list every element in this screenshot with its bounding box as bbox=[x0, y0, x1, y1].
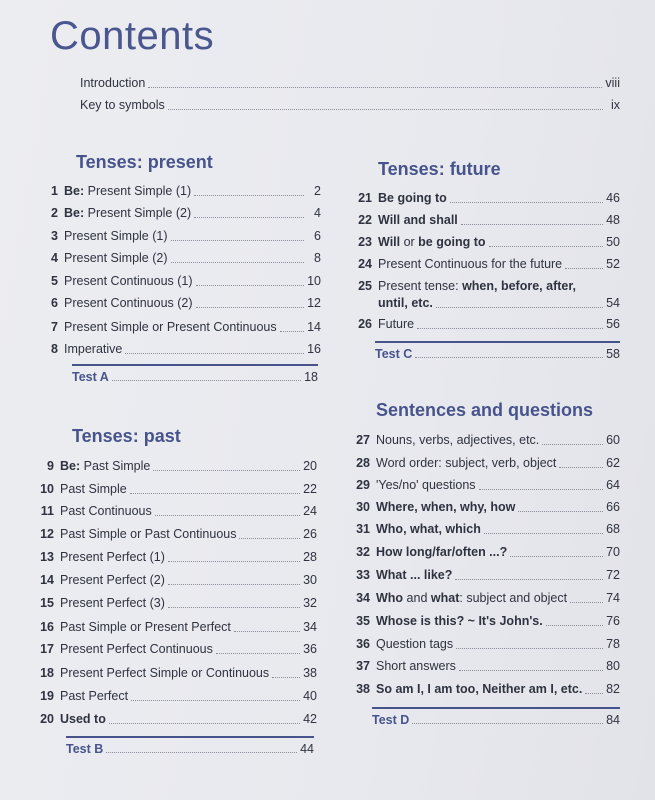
unit-title bbox=[376, 614, 543, 629]
unit-title-text: and bbox=[403, 591, 431, 605]
section-heading: Tenses: future bbox=[378, 159, 501, 179]
unit-title-bold: until, etc. bbox=[378, 296, 433, 310]
unit-title-text: Future bbox=[378, 317, 415, 331]
dot-leader bbox=[130, 493, 300, 494]
front-matter-label: Key to symbols bbox=[80, 98, 165, 112]
dot-leader bbox=[234, 631, 300, 632]
toc-entry[interactable] bbox=[350, 235, 620, 250]
unit-number: 27 bbox=[356, 433, 370, 447]
dot-leader bbox=[489, 246, 603, 247]
unit-title bbox=[64, 342, 122, 357]
toc-entry[interactable] bbox=[32, 666, 317, 681]
toc-entry[interactable] bbox=[32, 712, 317, 727]
unit-number: 29 bbox=[356, 478, 370, 492]
page-number: 66 bbox=[606, 500, 620, 514]
toc-entry[interactable] bbox=[348, 682, 620, 697]
front-matter-item[interactable] bbox=[80, 98, 620, 113]
unit-title-text: Present Perfect (3) bbox=[60, 596, 165, 610]
unit-number: 13 bbox=[40, 550, 54, 564]
dot-leader bbox=[168, 561, 300, 562]
dot-leader bbox=[112, 380, 301, 381]
page-number: 74 bbox=[606, 591, 620, 605]
toc-entry[interactable] bbox=[36, 296, 321, 311]
unit-title bbox=[60, 689, 128, 704]
unit-number: 8 bbox=[51, 342, 58, 356]
dot-leader bbox=[585, 693, 603, 694]
dot-leader bbox=[417, 328, 603, 329]
unit-title bbox=[60, 596, 165, 611]
unit-title-text: : subject and object bbox=[459, 591, 568, 605]
page-number: 60 bbox=[606, 433, 620, 447]
toc-entry[interactable] bbox=[348, 456, 620, 471]
unit-title-bold: what bbox=[430, 591, 460, 605]
dot-leader bbox=[280, 331, 304, 332]
unit-title-bold: be going to bbox=[418, 235, 486, 249]
dot-leader bbox=[168, 607, 300, 608]
toc-entry[interactable] bbox=[32, 596, 317, 611]
unit-title-text: Present Simple (2) bbox=[64, 251, 168, 265]
dot-leader bbox=[456, 648, 603, 649]
page-number: 80 bbox=[606, 659, 620, 673]
unit-title bbox=[378, 213, 458, 228]
unit-title bbox=[378, 235, 486, 250]
dot-leader bbox=[131, 700, 300, 701]
page-number: 28 bbox=[303, 550, 317, 564]
unit-title bbox=[64, 206, 191, 221]
unit-number: 25 bbox=[358, 279, 372, 293]
unit-title-bold: Be: bbox=[64, 206, 85, 220]
unit-title-text: Present Continuous (2) bbox=[64, 296, 193, 310]
page-number: ix bbox=[610, 98, 620, 112]
page-number: 38 bbox=[303, 666, 317, 680]
page-number: viii bbox=[605, 76, 620, 90]
toc-entry[interactable] bbox=[350, 279, 620, 294]
unit-title-text: Present Perfect (2) bbox=[60, 573, 165, 587]
unit-title-bold: Used to bbox=[60, 712, 106, 726]
dot-leader bbox=[459, 670, 603, 671]
page-number: 54 bbox=[606, 296, 620, 310]
unit-number: 10 bbox=[40, 482, 54, 496]
toc-entry[interactable] bbox=[348, 591, 620, 606]
page-number: 76 bbox=[606, 614, 620, 628]
page-number: 48 bbox=[606, 213, 620, 227]
dot-leader bbox=[461, 224, 603, 225]
unit-title bbox=[60, 620, 231, 635]
unit-title-text: Question tags bbox=[376, 637, 454, 651]
page-number: 56 bbox=[606, 317, 620, 331]
unit-number: 9 bbox=[47, 459, 54, 473]
toc-entry-continuation[interactable] bbox=[350, 296, 620, 311]
unit-number: 3 bbox=[51, 229, 58, 243]
page-number: 64 bbox=[606, 478, 620, 492]
test-label: Test D bbox=[372, 713, 410, 727]
unit-title-bold: Whose is this? ~ It's John's. bbox=[376, 614, 543, 628]
unit-number: 11 bbox=[40, 504, 54, 518]
dot-leader bbox=[436, 307, 603, 308]
unit-title-text: or bbox=[400, 235, 419, 249]
page-number: 70 bbox=[606, 545, 620, 559]
dot-leader bbox=[148, 87, 602, 88]
dot-leader bbox=[412, 723, 603, 724]
unit-title bbox=[60, 459, 150, 474]
dot-leader bbox=[155, 515, 300, 516]
page-number: 40 bbox=[303, 689, 317, 703]
unit-title bbox=[376, 433, 539, 448]
dot-leader bbox=[546, 625, 603, 626]
unit-title bbox=[376, 500, 515, 515]
unit-title bbox=[60, 712, 106, 727]
toc-entry[interactable] bbox=[32, 642, 317, 657]
unit-number: 20 bbox=[40, 712, 54, 726]
unit-number: 12 bbox=[40, 527, 54, 541]
front-matter-label: Introduction bbox=[80, 76, 146, 90]
test-entry[interactable] bbox=[372, 707, 620, 727]
toc-entry[interactable] bbox=[350, 191, 620, 206]
toc-entry[interactable] bbox=[36, 320, 321, 335]
unit-title bbox=[64, 296, 193, 311]
unit-title-bold: Where, when, why, how bbox=[376, 500, 516, 514]
test-entry[interactable] bbox=[66, 736, 314, 756]
unit-number: 38 bbox=[356, 682, 370, 696]
page-number: 44 bbox=[300, 742, 314, 756]
toc-entry[interactable] bbox=[350, 257, 620, 272]
page-number: 2 bbox=[314, 184, 321, 198]
toc-entry[interactable] bbox=[348, 500, 620, 515]
page-number: 84 bbox=[606, 713, 620, 727]
unit-number: 30 bbox=[356, 500, 370, 514]
section-heading: Sentences and questions bbox=[376, 400, 594, 420]
unit-title bbox=[64, 274, 193, 289]
dot-leader bbox=[272, 677, 300, 678]
dot-leader bbox=[194, 195, 304, 196]
toc-entry[interactable] bbox=[36, 251, 321, 266]
toc-entry[interactable] bbox=[348, 433, 620, 448]
unit-title-text: Present Simple (2) bbox=[84, 206, 192, 220]
unit-number: 28 bbox=[356, 456, 370, 470]
unit-title-text: Present Continuous for the future bbox=[378, 257, 563, 271]
unit-title-text: Word order: subject, verb, object bbox=[376, 456, 557, 470]
dot-leader bbox=[171, 262, 304, 263]
page-number: 36 bbox=[303, 642, 317, 656]
unit-title-bold: Be: bbox=[60, 459, 81, 473]
unit-title-bold: Be: bbox=[64, 184, 85, 198]
page-number: 6 bbox=[314, 229, 321, 243]
unit-number: 2 bbox=[51, 206, 58, 220]
test-entry[interactable] bbox=[375, 341, 620, 361]
page-number: 16 bbox=[307, 342, 321, 356]
page-number: 42 bbox=[303, 712, 317, 726]
test-label: Test B bbox=[66, 742, 104, 756]
page-number: 12 bbox=[307, 296, 321, 310]
page-number: 78 bbox=[606, 637, 620, 651]
unit-title-text: Past Simple bbox=[80, 459, 151, 473]
toc-entry[interactable] bbox=[32, 482, 317, 497]
dot-leader bbox=[125, 353, 304, 354]
unit-title-text: Past Simple bbox=[60, 482, 127, 496]
page-number: 50 bbox=[606, 235, 620, 249]
unit-title bbox=[376, 637, 453, 652]
toc-entry[interactable] bbox=[348, 614, 620, 629]
dot-leader bbox=[518, 511, 603, 512]
unit-title-text: 'Yes/no' questions bbox=[376, 478, 476, 492]
page-number: 58 bbox=[606, 347, 620, 361]
test-label: Test A bbox=[72, 370, 109, 384]
dot-leader bbox=[153, 470, 300, 471]
dot-leader bbox=[559, 467, 603, 468]
toc-entry[interactable] bbox=[32, 527, 317, 542]
unit-title-text: Present Continuous (1) bbox=[64, 274, 193, 288]
unit-number: 14 bbox=[40, 573, 54, 587]
unit-title-text: Present Simple (1) bbox=[84, 184, 192, 198]
toc-entry[interactable] bbox=[348, 568, 620, 583]
toc-entry[interactable] bbox=[348, 545, 620, 560]
dot-leader bbox=[455, 579, 603, 580]
page-number: 4 bbox=[314, 206, 321, 220]
toc-entry[interactable] bbox=[348, 637, 620, 652]
unit-title bbox=[378, 279, 576, 294]
unit-title bbox=[60, 666, 269, 681]
unit-number: 33 bbox=[356, 568, 370, 582]
unit-number: 36 bbox=[356, 637, 370, 651]
unit-title-bold: Will and shall bbox=[378, 213, 458, 227]
unit-title-bold: Be going to bbox=[378, 191, 447, 205]
unit-number: 24 bbox=[358, 257, 372, 271]
page-number: 34 bbox=[303, 620, 317, 634]
unit-title-bold: How long/far/often ...? bbox=[376, 545, 508, 559]
section-heading: Tenses: present bbox=[76, 152, 213, 172]
toc-entry[interactable] bbox=[348, 659, 620, 674]
dot-leader bbox=[106, 752, 297, 753]
unit-number: 23 bbox=[358, 235, 372, 249]
unit-title bbox=[378, 191, 447, 206]
unit-title-text: Past Simple or Present Perfect bbox=[60, 620, 231, 634]
unit-title-text: Present tense: bbox=[378, 279, 463, 293]
unit-number: 18 bbox=[40, 666, 54, 680]
unit-title-bold: What ... like? bbox=[376, 568, 453, 582]
unit-title-text: Nouns, verbs, adjectives, etc. bbox=[376, 433, 540, 447]
unit-title bbox=[376, 682, 582, 697]
unit-title-bold: So am I, I am too, Neither am I, etc. bbox=[376, 682, 583, 696]
unit-title-text: Present Perfect Simple or Continuous bbox=[60, 666, 270, 680]
dot-leader bbox=[168, 109, 603, 110]
test-label: Test C bbox=[375, 347, 413, 361]
page-number: 30 bbox=[303, 573, 317, 587]
unit-number: 21 bbox=[358, 191, 372, 205]
unit-title bbox=[60, 642, 213, 657]
toc-entry[interactable] bbox=[36, 206, 321, 221]
page-number: 8 bbox=[314, 251, 321, 265]
unit-number: 6 bbox=[51, 296, 58, 310]
dot-leader bbox=[542, 444, 603, 445]
unit-title-text: Past Simple or Past Continuous bbox=[60, 527, 237, 541]
unit-number: 15 bbox=[40, 596, 54, 610]
unit-title-text: Past Continuous bbox=[60, 504, 152, 518]
page-number: 46 bbox=[606, 191, 620, 205]
unit-title bbox=[376, 478, 476, 493]
dot-leader bbox=[194, 217, 304, 218]
toc-entry[interactable] bbox=[36, 184, 321, 199]
unit-number: 19 bbox=[40, 689, 54, 703]
unit-title bbox=[60, 482, 127, 497]
unit-title bbox=[64, 184, 191, 199]
dot-leader bbox=[484, 533, 603, 534]
unit-title bbox=[378, 317, 414, 332]
unit-title bbox=[376, 545, 507, 560]
dot-leader bbox=[109, 723, 300, 724]
toc-entry[interactable] bbox=[348, 522, 620, 537]
unit-title bbox=[64, 229, 168, 244]
dot-leader bbox=[171, 240, 304, 241]
unit-title bbox=[64, 251, 168, 266]
unit-title bbox=[60, 573, 165, 588]
page-number: 68 bbox=[606, 522, 620, 536]
toc-entry[interactable] bbox=[32, 459, 317, 474]
unit-title-text: Present Perfect Continuous bbox=[60, 642, 213, 656]
toc-entry[interactable] bbox=[350, 213, 620, 228]
page-number: 62 bbox=[606, 456, 620, 470]
dot-leader bbox=[570, 602, 603, 603]
toc-entry[interactable] bbox=[32, 689, 317, 704]
dot-leader bbox=[196, 307, 304, 308]
dot-leader bbox=[216, 653, 300, 654]
unit-number: 7 bbox=[51, 320, 58, 334]
page-title: Contents bbox=[50, 14, 215, 58]
unit-title-bold: Who bbox=[376, 591, 404, 605]
unit-title-bold: Who, what, which bbox=[376, 522, 481, 536]
page-number: 22 bbox=[303, 482, 317, 496]
unit-number: 5 bbox=[51, 274, 58, 288]
toc-entry[interactable] bbox=[350, 317, 620, 332]
dot-leader bbox=[239, 538, 300, 539]
unit-number: 1 bbox=[51, 184, 58, 198]
unit-number: 34 bbox=[356, 591, 370, 605]
page-number: 10 bbox=[307, 274, 321, 288]
toc-entry[interactable] bbox=[36, 229, 321, 244]
unit-title-text: Imperative bbox=[64, 342, 123, 356]
unit-title-text: Present Perfect (1) bbox=[60, 550, 165, 564]
page-number: 26 bbox=[303, 527, 317, 541]
dot-leader bbox=[510, 556, 603, 557]
unit-number: 32 bbox=[356, 545, 370, 559]
unit-title-text: Present Simple or Present Continuous bbox=[64, 320, 277, 334]
front-matter-item[interactable] bbox=[80, 76, 620, 91]
unit-title bbox=[376, 591, 567, 606]
unit-number: 31 bbox=[356, 522, 370, 536]
dot-leader bbox=[479, 489, 603, 490]
page-number: 20 bbox=[303, 459, 317, 473]
unit-title-bold: when, before, after, bbox=[462, 279, 576, 293]
page-number: 52 bbox=[606, 257, 620, 271]
page-number: 82 bbox=[606, 682, 620, 696]
unit-title bbox=[376, 522, 481, 537]
unit-number: 16 bbox=[40, 620, 54, 634]
toc-entry[interactable] bbox=[348, 478, 620, 493]
toc-entry[interactable] bbox=[32, 573, 317, 588]
unit-title bbox=[60, 527, 236, 542]
unit-title bbox=[378, 257, 562, 272]
unit-number: 37 bbox=[356, 659, 370, 673]
unit-number: 26 bbox=[358, 317, 372, 331]
page-number: 72 bbox=[606, 568, 620, 582]
dot-leader bbox=[196, 285, 304, 286]
unit-title-text: Present Simple (1) bbox=[64, 229, 168, 243]
page-number: 32 bbox=[303, 596, 317, 610]
toc-entry[interactable] bbox=[32, 504, 317, 519]
dot-leader bbox=[415, 357, 603, 358]
unit-title-text: Short answers bbox=[376, 659, 456, 673]
unit-number: 17 bbox=[40, 642, 54, 656]
unit-title-bold: Will bbox=[378, 235, 401, 249]
unit-title bbox=[376, 456, 556, 471]
toc-entry[interactable] bbox=[36, 342, 321, 357]
unit-title-text: Past Perfect bbox=[60, 689, 129, 703]
unit-title bbox=[64, 320, 277, 335]
unit-title bbox=[60, 504, 152, 519]
page-number: 24 bbox=[303, 504, 317, 518]
page-number: 14 bbox=[307, 320, 321, 334]
unit-number: 22 bbox=[358, 213, 372, 227]
page-number: 18 bbox=[304, 370, 318, 384]
dot-leader bbox=[450, 202, 603, 203]
toc-entry[interactable] bbox=[32, 620, 317, 635]
unit-number: 35 bbox=[356, 614, 370, 628]
toc-entry[interactable] bbox=[32, 550, 317, 565]
dot-leader bbox=[168, 584, 300, 585]
unit-title bbox=[376, 659, 456, 674]
dot-leader bbox=[565, 268, 603, 269]
unit-title bbox=[376, 568, 452, 583]
unit-number: 4 bbox=[51, 251, 58, 265]
unit-title bbox=[60, 550, 165, 565]
section-heading: Tenses: past bbox=[72, 426, 181, 446]
test-entry[interactable] bbox=[72, 364, 318, 384]
toc-entry[interactable] bbox=[36, 274, 321, 289]
unit-title bbox=[378, 296, 433, 311]
